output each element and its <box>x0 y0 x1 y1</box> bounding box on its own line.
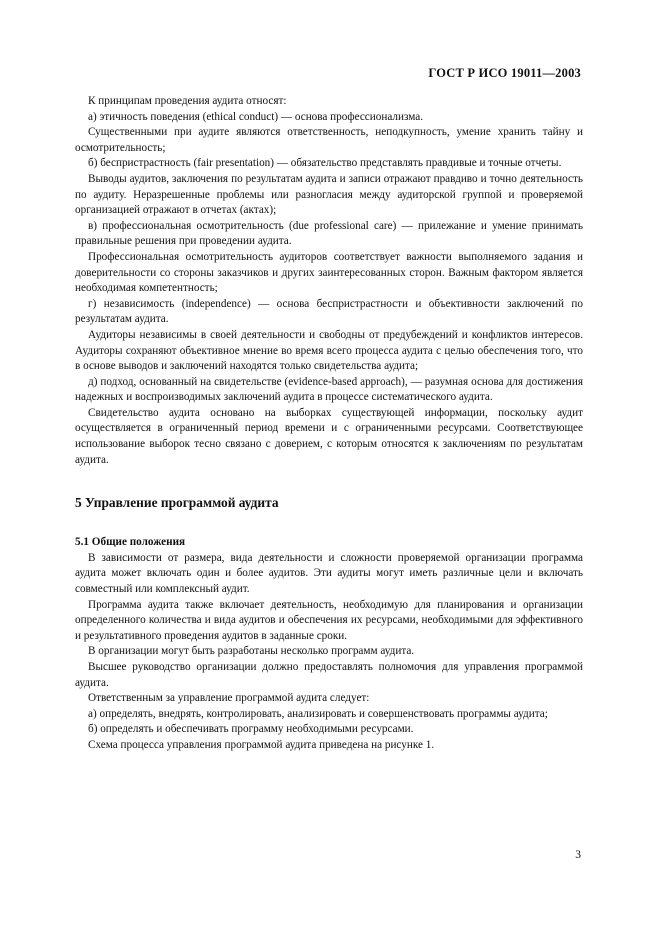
paragraph: В организации могут быть разработаны несколько программ аудита. <box>88 645 415 658</box>
paragraph: Аудиторы независимы в своей деятельности и свободны от предубеждений и конфликтов интересов. Аудиторы сохраняют объективное мнение во время всего процесса аудита с целью обеспечения того, что в основе выводов и заключений находятся только свидетельства аудита; <box>75 328 583 373</box>
paragraph: Свидетельство аудита основано на выборках существующей информации, поскольку аудит осуществляется в ограниченный период времени и с ограниченными ресурсами. Соответствующее использование выборок тесно связано с доверием, с которым относятся к заключениям по результатам аудита. <box>75 406 583 466</box>
paragraph: а) этичность поведения (ethical conduct) — основа профессионализма. <box>88 110 423 123</box>
page-header-standard: ГОСТ Р ИСО 19011—2003 <box>428 66 581 80</box>
paragraph: г) независимость (independence) — основа беспристрастности и объективности заключений по результатам аудита. <box>75 297 583 326</box>
paragraph: В зависимости от размера, вида деятельности и сложности проверяемой организации программа аудита может включать один и более аудитов. Эти аудиты могут иметь различные цели и включать совместный или комплексный аудит. <box>75 551 583 596</box>
paragraph: Ответственным за управление программой аудита следует: <box>88 692 370 705</box>
paragraph: б) определять и обеспечивать программу необходимыми ресурсами. <box>88 723 414 736</box>
page-number: 3 <box>575 849 581 861</box>
paragraph: Схема процесса управления программой аудита приведена на рисунке 1. <box>88 738 435 751</box>
paragraph: а) определять, внедрять, контролировать, анализировать и совершенствовать программы аудита; <box>88 707 548 720</box>
paragraph: д) подход, основанный на свидетельстве (evidence-based approach), — разумная основа для достижения надежных и воспроизводимых заключений аудита в процессе систематического аудита. <box>75 375 583 404</box>
paragraph: Существенными при аудите являются ответственность, неподкупность, умение хранить тайну и осмотрительность; <box>75 126 583 154</box>
section-heading: 5 Управление программой аудита <box>75 495 279 511</box>
document-body <box>75 94 583 754</box>
paragraph: в) профессиональная осмотрительность (due professional care) — прилежание и умение принимать правильные решения при проведении аудита. <box>75 219 583 248</box>
paragraph: б) беспристрастность (fair presentation) — обязательство представлять правдивые и точные отчеты. <box>88 157 562 170</box>
subsection-heading: 5.1 Общие положения <box>75 536 186 549</box>
paragraph: Выводы аудитов, заключения по результатам аудита и записи отражают правдиво и точно деятельность по аудиту. Неразрешенные проблемы или разногласия между аудиторской группой и проверяемой организацией отражают в отчетах (актах); <box>75 172 583 217</box>
paragraph: Программа аудита также включает деятельность, необходимую для планирования и организации определенного количества и вида аудитов и обеспечения их ресурсами, необходимыми для эффективного и результативного проведения аудитов в заданные сроки. <box>75 598 583 642</box>
paragraph: Профессиональная осмотрительность аудиторов соответствует важности выполняемого задания и доверительности со стороны заказчиков и других заинтересованных сторон. Важным фактором является необходимая компетентность; <box>75 250 583 295</box>
paragraph: К принципам проведения аудита относят: <box>88 95 287 107</box>
paragraph: Высшее руководство организации должно предоставлять полномочия для управления программой аудита. <box>75 661 583 689</box>
